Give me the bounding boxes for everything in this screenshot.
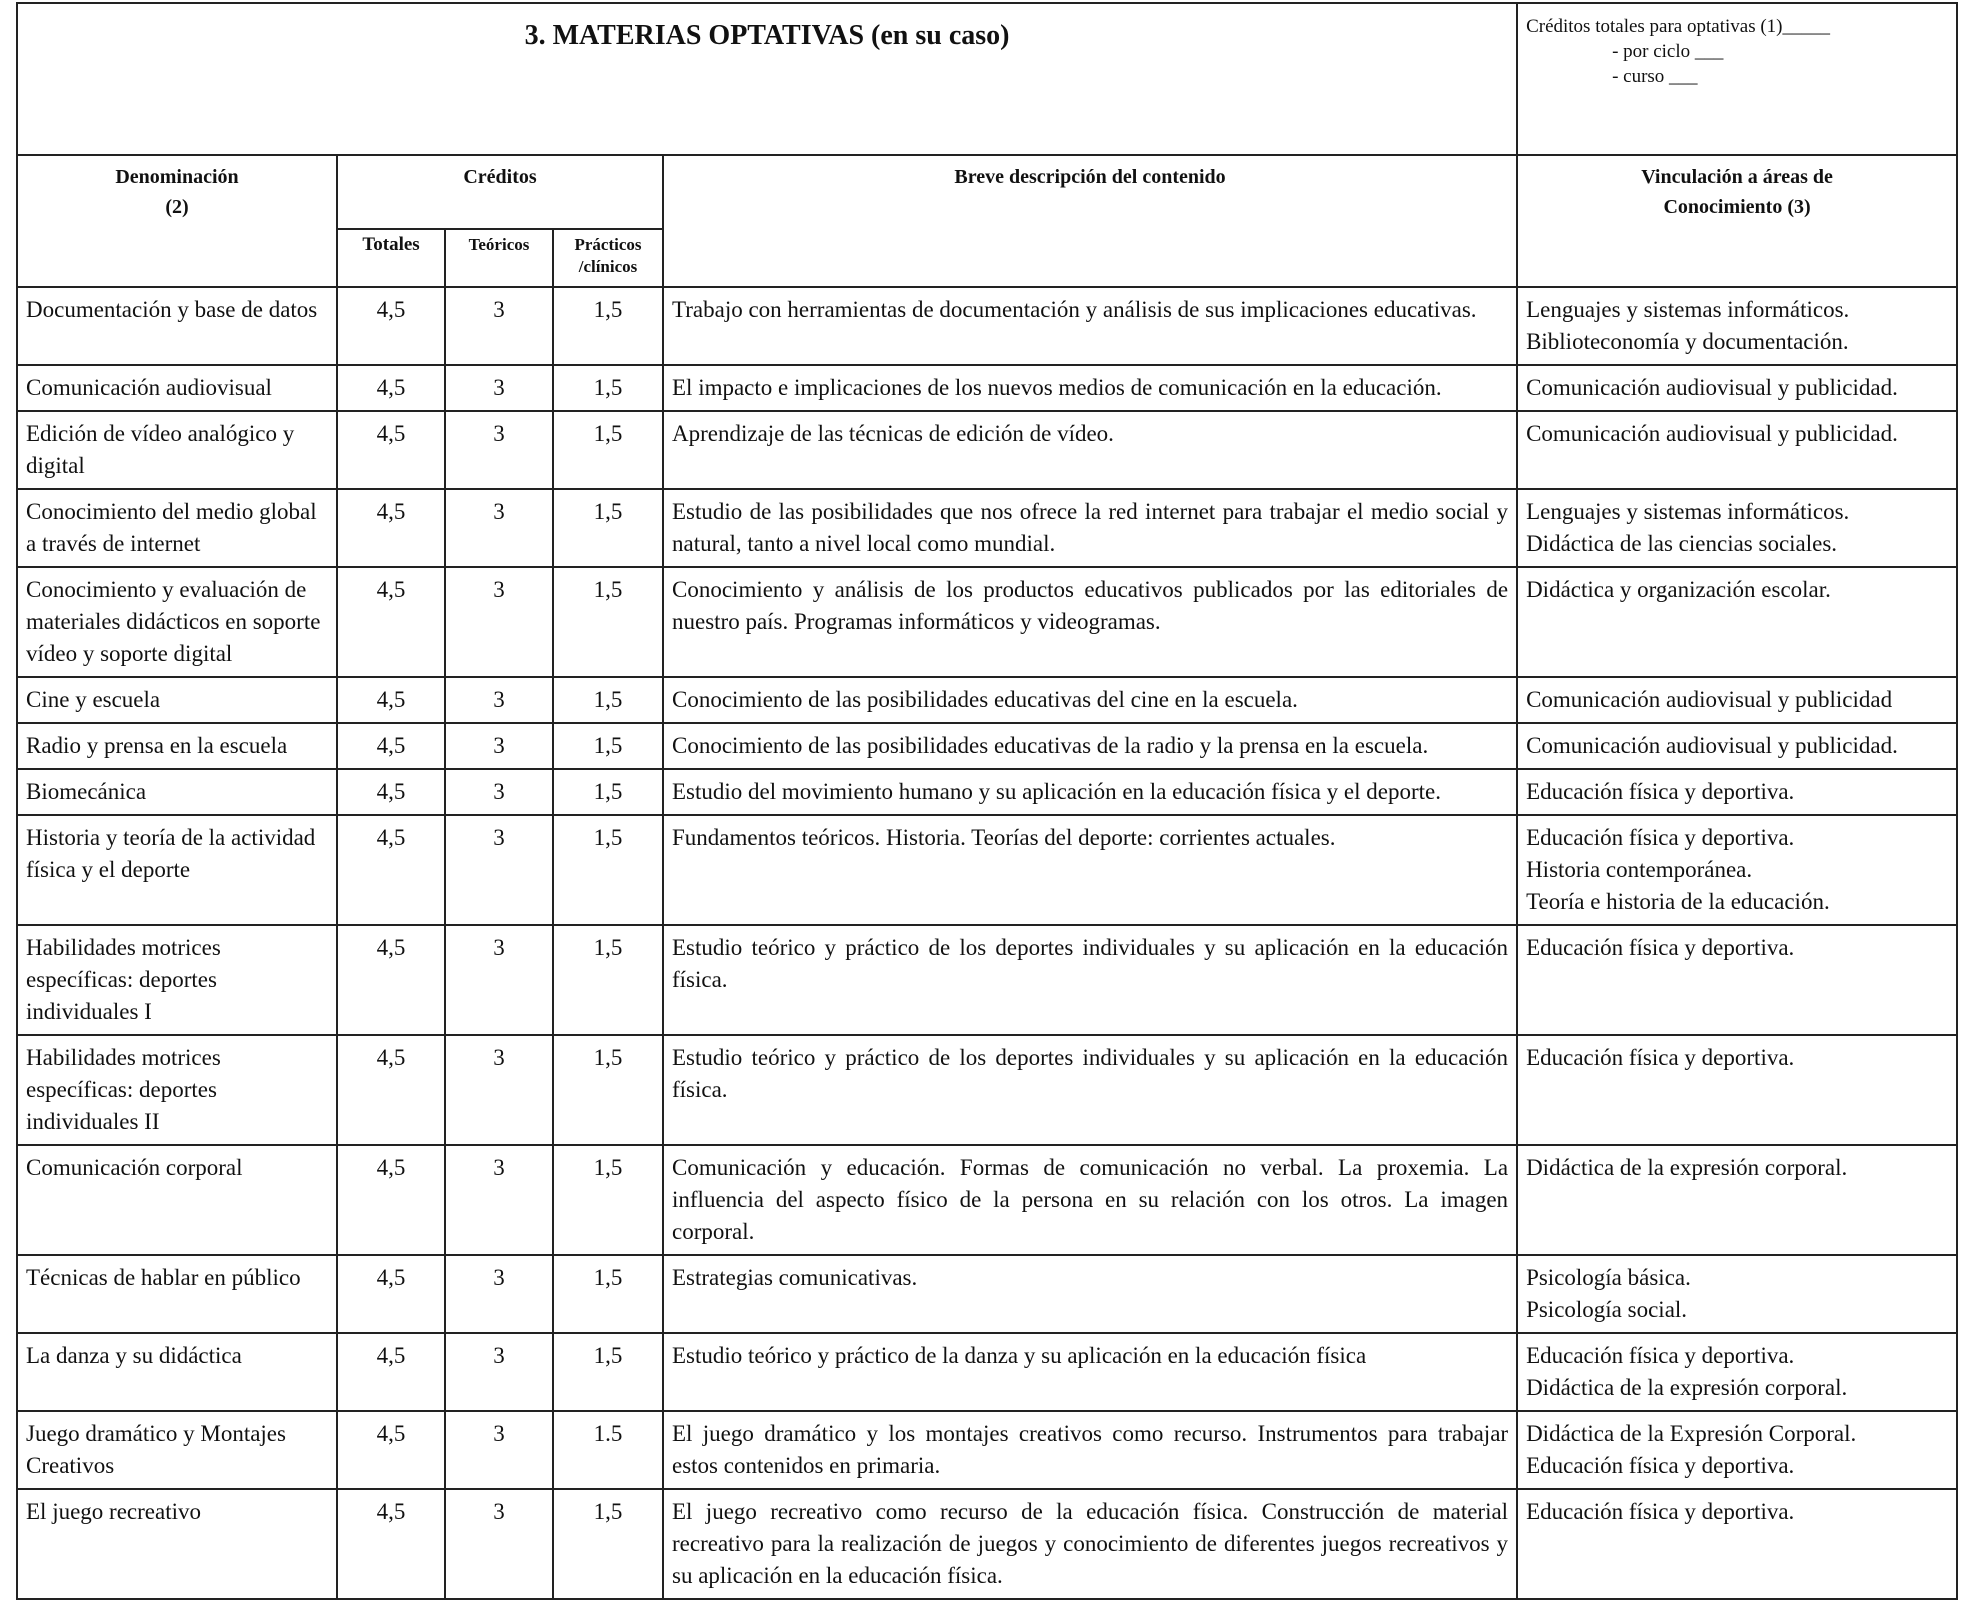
credits-practicos: 1,5 [553, 769, 663, 815]
knowledge-areas [1517, 1145, 1957, 1255]
table-row [17, 723, 1957, 769]
header-row-1 [17, 155, 1957, 229]
subject-name: Técnicas de hablar en público [17, 1255, 337, 1333]
credits-teoricos: 3 [445, 365, 553, 411]
area-item: Psicología social. [1526, 1297, 1688, 1322]
credits-teoricos: 3 [445, 1035, 553, 1145]
credits-practicos: 1,5 [553, 1489, 663, 1599]
credits-totales: 4,5 [337, 815, 445, 925]
area-item: Comunicación audiovisual y publicidad. [1526, 375, 1898, 400]
credits-totales: 4,5 [337, 1411, 445, 1489]
subject-name: Documentación y base de datos [17, 287, 337, 365]
credits-practicos: 1,5 [553, 815, 663, 925]
area-item: Comunicación audiovisual y publicidad. [1526, 421, 1898, 446]
col-totales: Totales [337, 229, 445, 287]
knowledge-areas [1517, 365, 1957, 411]
area-item: Biblioteconomía y documentación. [1526, 329, 1849, 354]
table-row [17, 1411, 1957, 1489]
table-row [17, 411, 1957, 489]
credits-practicos: 1,5 [553, 925, 663, 1035]
credits-totales: 4,5 [337, 567, 445, 677]
knowledge-areas [1517, 489, 1957, 567]
credits-teoricos: 3 [445, 489, 553, 567]
credits-totales: 4,5 [337, 723, 445, 769]
credits-practicos: 1,5 [553, 1145, 663, 1255]
credits-teoricos: 3 [445, 411, 553, 489]
area-item: Educación física y deportiva. [1526, 779, 1795, 804]
credits-totales: 4,5 [337, 411, 445, 489]
subject-name: Biomecánica [17, 769, 337, 815]
credits-teoricos: 3 [445, 1333, 553, 1411]
area-item: Comunicación audiovisual y publicidad. [1526, 733, 1898, 758]
col-creditos: Créditos [337, 155, 663, 229]
col-practicos: Prácticos /clínicos [553, 229, 663, 287]
summary-curso: - curso ___ [1612, 66, 1698, 87]
credits-practicos: 1,5 [553, 365, 663, 411]
content-description: Estudio de las posibilidades que nos ofrece la red internet para trabajar el medio social y natural, tanto a nivel local como mundial. [663, 489, 1517, 567]
knowledge-areas [1517, 1255, 1957, 1333]
credits-teoricos: 3 [445, 1255, 553, 1333]
subject-name: Habilidades motrices específicas: deportes individuales I [17, 925, 337, 1035]
credits-teoricos: 3 [445, 769, 553, 815]
optativas-table [16, 2, 1958, 1600]
area-item: Psicología básica. [1526, 1265, 1691, 1290]
table-row [17, 769, 1957, 815]
knowledge-areas [1517, 1035, 1957, 1145]
knowledge-areas [1517, 677, 1957, 723]
subject-name: Historia y teoría de la actividad física y el deporte [17, 815, 337, 925]
content-description: Estudio del movimiento humano y su aplicación en la educación física y el deporte. [663, 769, 1517, 815]
table-row [17, 1333, 1957, 1411]
area-item: Didáctica de la expresión corporal. [1526, 1155, 1848, 1180]
credits-teoricos: 3 [445, 567, 553, 677]
content-description: Estudio teórico y práctico de los deportes individuales y su aplicación en la educación física. [663, 925, 1517, 1035]
subject-name: Conocimiento del medio global a través de internet [17, 489, 337, 567]
content-description: El impacto e implicaciones de los nuevos medios de comunicación en la educación. [663, 365, 1517, 411]
credits-teoricos: 3 [445, 677, 553, 723]
credits-practicos: 1.5 [553, 1411, 663, 1489]
credits-teoricos: 3 [445, 1411, 553, 1489]
subject-name: Habilidades motrices específicas: deportes individuales II [17, 1035, 337, 1145]
content-description: El juego dramático y los montajes creativos como recurso. Instrumentos para trabajar estos contenidos en primaria. [663, 1411, 1517, 1489]
area-item: Teoría e historia de la educación. [1526, 889, 1830, 914]
content-description: Fundamentos teóricos. Historia. Teorías del deporte: corrientes actuales. [663, 815, 1517, 925]
content-description: Estudio teórico y práctico de los deportes individuales y su aplicación en la educación física. [663, 1035, 1517, 1145]
subject-name: Radio y prensa en la escuela [17, 723, 337, 769]
area-item: Didáctica y organización escolar. [1526, 577, 1831, 602]
area-item: Didáctica de la Expresión Corporal. [1526, 1421, 1857, 1446]
credits-teoricos: 3 [445, 1489, 553, 1599]
credits-teoricos: 3 [445, 723, 553, 769]
table-row [17, 365, 1957, 411]
credits-practicos: 1,5 [553, 567, 663, 677]
area-item: Educación física y deportiva. [1526, 825, 1795, 850]
area-item: Lenguajes y sistemas informáticos. [1526, 297, 1850, 322]
summary-ciclo: - por ciclo ___ [1612, 41, 1724, 62]
knowledge-areas [1517, 769, 1957, 815]
col-descripcion: Breve descripción del contenido [663, 155, 1517, 287]
table-row [17, 815, 1957, 925]
table-row [17, 677, 1957, 723]
table-row [17, 1255, 1957, 1333]
credits-totales: 4,5 [337, 1489, 445, 1599]
credits-totales: 4,5 [337, 1035, 445, 1145]
area-item: Historia contemporánea. [1526, 857, 1753, 882]
table-row [17, 489, 1957, 567]
subject-name: Comunicación corporal [17, 1145, 337, 1255]
area-item: Educación física y deportiva. [1526, 935, 1795, 960]
knowledge-areas [1517, 411, 1957, 489]
knowledge-areas [1517, 925, 1957, 1035]
content-description: Trabajo con herramientas de documentación y análisis de sus implicaciones educativas. [663, 287, 1517, 365]
area-item: Educación física y deportiva. [1526, 1453, 1795, 1478]
content-description: Conocimiento y análisis de los productos educativos publicados por las editoriales de nuestro país. Programas informáticos y videogramas. [663, 567, 1517, 677]
credits-totales: 4,5 [337, 489, 445, 567]
area-item: Educación física y deportiva. [1526, 1045, 1795, 1070]
subject-name: Conocimiento y evaluación de materiales didácticos en soporte vídeo y soporte digital [17, 567, 337, 677]
subject-name: Comunicación audiovisual [17, 365, 337, 411]
credits-teoricos: 3 [445, 815, 553, 925]
subject-name: El juego recreativo [17, 1489, 337, 1599]
credits-totales: 4,5 [337, 925, 445, 1035]
credits-summary [1517, 3, 1957, 155]
table-row [17, 925, 1957, 1035]
table-row [17, 1145, 1957, 1255]
knowledge-areas [1517, 287, 1957, 365]
content-description: El juego recreativo como recurso de la educación física. Construcción de material recreativo para la realización de juegos y conocimiento de diferentes juegos recreativos y su aplicación en la educación física. [663, 1489, 1517, 1599]
credits-totales: 4,5 [337, 1333, 445, 1411]
credits-totales: 4,5 [337, 1255, 445, 1333]
subject-name: Edición de vídeo analógico y digital [17, 411, 337, 489]
area-item: Didáctica de las ciencias sociales. [1526, 531, 1838, 556]
col-teoricos: Teóricos [445, 229, 553, 287]
credits-practicos: 1,5 [553, 1333, 663, 1411]
credits-practicos: 1,5 [553, 411, 663, 489]
credits-practicos: 1,5 [553, 1255, 663, 1333]
content-description: Conocimiento de las posibilidades educativas del cine en la escuela. [663, 677, 1517, 723]
table-row [17, 287, 1957, 365]
table-row [17, 1489, 1957, 1599]
knowledge-areas [1517, 723, 1957, 769]
credits-practicos: 1,5 [553, 1035, 663, 1145]
knowledge-areas [1517, 815, 1957, 925]
area-item: Lenguajes y sistemas informáticos. [1526, 499, 1850, 524]
col-denominacion: Denominación (2) [17, 155, 337, 287]
credits-totales: 4,5 [337, 287, 445, 365]
credits-teoricos: 3 [445, 925, 553, 1035]
content-description: Estudio teórico y práctico de la danza y su aplicación en la educación física [663, 1333, 1517, 1411]
area-item: Comunicación audiovisual y publicidad [1526, 687, 1893, 712]
summary-total: Créditos totales para optativas (1)_____ [1526, 16, 1830, 37]
subject-name: Juego dramático y Montajes Creativos [17, 1411, 337, 1489]
content-description: Conocimiento de las posibilidades educativas de la radio y la prensa en la escuela. [663, 723, 1517, 769]
knowledge-areas [1517, 1489, 1957, 1599]
credits-totales: 4,5 [337, 365, 445, 411]
content-description: Aprendizaje de las técnicas de edición de vídeo. [663, 411, 1517, 489]
credits-totales: 4,5 [337, 1145, 445, 1255]
credits-practicos: 1,5 [553, 723, 663, 769]
credits-teoricos: 3 [445, 287, 553, 365]
area-item: Educación física y deportiva. [1526, 1343, 1795, 1368]
area-item: Educación física y deportiva. [1526, 1499, 1795, 1524]
section-title: 3. MATERIAS OPTATIVAS (en su caso) [17, 3, 1517, 155]
credits-teoricos: 3 [445, 1145, 553, 1255]
title-row [17, 3, 1957, 155]
knowledge-areas [1517, 1333, 1957, 1411]
subject-name: Cine y escuela [17, 677, 337, 723]
credits-totales: 4,5 [337, 677, 445, 723]
table-row [17, 567, 1957, 677]
col-vinculacion: Vinculación a áreas de Conocimiento (3) [1517, 155, 1957, 287]
knowledge-areas [1517, 567, 1957, 677]
credits-totales: 4,5 [337, 769, 445, 815]
knowledge-areas [1517, 1411, 1957, 1489]
subject-name: La danza y su didáctica [17, 1333, 337, 1411]
content-description: Comunicación y educación. Formas de comunicación no verbal. La proxemia. La influencia del aspecto físico de la persona en su relación con los otros. La imagen corporal. [663, 1145, 1517, 1255]
table-row [17, 1035, 1957, 1145]
credits-practicos: 1,5 [553, 287, 663, 365]
content-description: Estrategias comunicativas. [663, 1255, 1517, 1333]
area-item: Didáctica de la expresión corporal. [1526, 1375, 1848, 1400]
credits-practicos: 1,5 [553, 677, 663, 723]
credits-practicos: 1,5 [553, 489, 663, 567]
